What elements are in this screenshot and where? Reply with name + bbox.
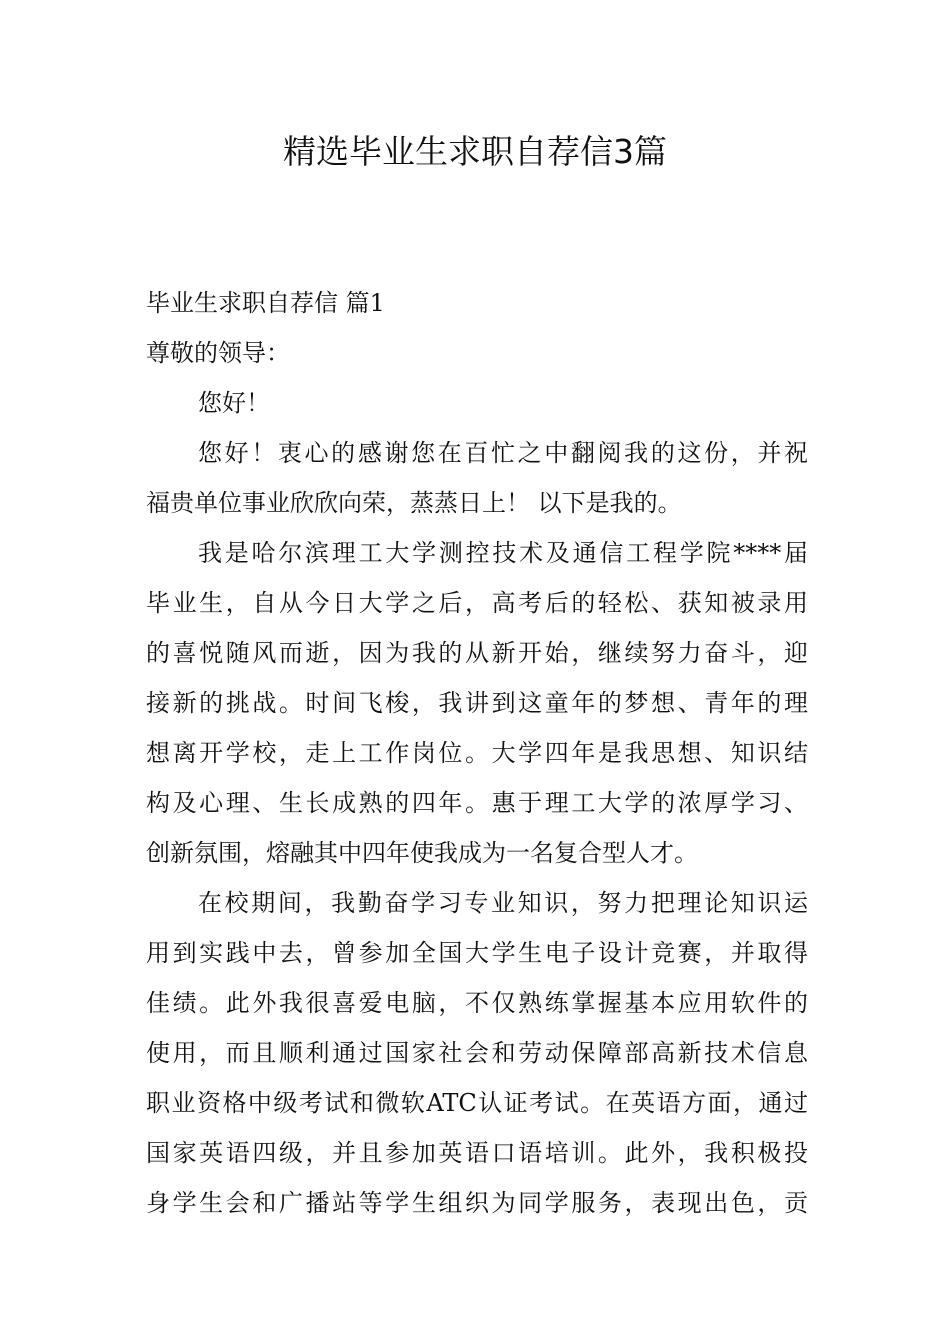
- paragraph-2: [146, 528, 808, 878]
- paragraph-line: 创新氛围，熔融其中四年使我成为一名复合型人才。: [146, 839, 698, 867]
- paragraph-line: 我是哈尔滨理工大学测控技术及通信工程学院****届: [198, 539, 808, 567]
- document-title: 精选毕业生求职自荐信3篇: [283, 132, 667, 171]
- greeting: 您好！: [198, 389, 270, 417]
- document-body: [146, 278, 808, 1228]
- paragraph-line: 用到实践中去，曾参加全国大学生电子设计竞赛，并取得: [146, 939, 808, 967]
- paragraph-line: 职业资格中级考试和微软ATC认证考试。在英语方面，通过: [146, 1089, 808, 1117]
- paragraph-3: [146, 878, 808, 1228]
- paragraph-line: 想离开学校，走上工作岗位。大学四年是我思想、知识结: [146, 739, 808, 767]
- paragraph-line: 您好！衷心的感谢您在百忙之中翻阅我的这份，并祝: [198, 439, 808, 467]
- salutation: 尊敬的领导：: [146, 339, 290, 367]
- paragraph-1: [146, 428, 808, 528]
- section-heading: 毕业生求职自荐信 篇1: [146, 289, 385, 317]
- paragraph-line: 佳绩。此外我很喜爱电脑，不仅熟练掌握基本应用软件的: [146, 989, 808, 1017]
- paragraph-line: 在校期间，我勤奋学习专业知识，努力把理论知识运: [198, 889, 808, 917]
- paragraph-line: 接新的挑战。时间飞梭，我讲到这童年的梦想、青年的理: [146, 689, 808, 717]
- paragraph-line: 毕业生，自从今日大学之后，高考后的轻松、获知被录用: [146, 589, 808, 617]
- paragraph-line: 福贵单位事业欣欣向荣，蒸蒸日上！ 以下是我的。: [146, 489, 682, 517]
- paragraph-line: 的喜悦随风而逝，因为我的从新开始，继续努力奋斗，迎: [146, 639, 808, 667]
- paragraph-line: 国家英语四级，并且参加英语口语培训。此外，我积极投: [146, 1139, 808, 1167]
- paragraph-line: 使用，而且顺利通过国家社会和劳动保障部高新技术信息: [146, 1039, 808, 1067]
- paragraph-line: 构及心理、生长成熟的四年。惠于理工大学的浓厚学习、: [146, 789, 808, 817]
- paragraph-line: 身学生会和广播站等学生组织为同学服务，表现出色，贡: [146, 1189, 808, 1217]
